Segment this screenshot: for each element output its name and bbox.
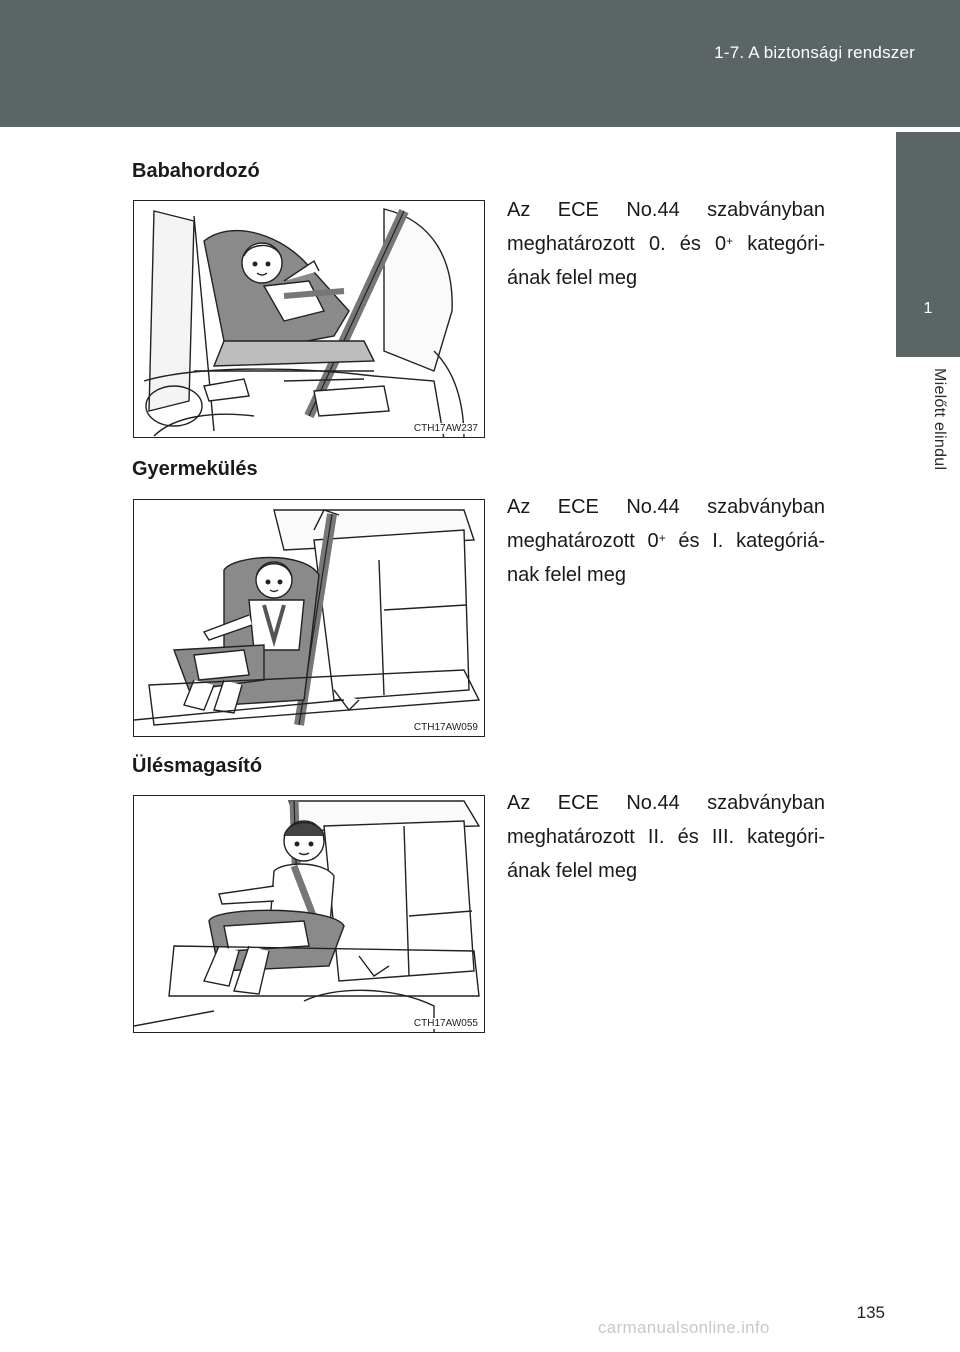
page-header: [0, 0, 960, 127]
side-tab-number: 1: [923, 300, 933, 317]
section-title-child-seat: Gyermekülés: [132, 458, 258, 480]
figure-code: CTH17AW059: [413, 722, 478, 733]
child-seat-illustration: [134, 500, 485, 737]
side-tab: [896, 132, 960, 357]
section-description-infant-carrier: Az ECE No.44 szabványban meghatározott 0. és 0+ kategóri- ának felel meg: [507, 199, 826, 289]
booster-seat-illustration: [134, 796, 485, 1033]
figure-code: CTH17AW237: [413, 423, 478, 434]
section-description-booster: Az ECE No.44 szabványban meghatározott II. és III. kategóri- ának felel meg: [507, 792, 825, 882]
page-number: 135: [856, 1303, 885, 1322]
section-title-infant-carrier: Babahordozó: [132, 160, 260, 182]
section-title-booster: Ülésmagasító: [132, 755, 263, 777]
chapter-title: 1-7. A biztonsági rendszer: [714, 43, 915, 62]
infant-carrier-illustration: [134, 201, 485, 438]
watermark: carmanualsonline.info: [598, 1318, 770, 1337]
figure-code: CTH17AW055: [413, 1018, 478, 1029]
figure-booster-seat: [133, 795, 485, 1033]
figure-child-seat: [133, 499, 485, 737]
figure-infant-carrier: [133, 200, 485, 438]
side-tab-label: Mielőtt elindul: [931, 368, 948, 471]
section-description-child-seat: Az ECE No.44 szabványban meghatározott 0+ és I. kategóriá- nak felel meg: [507, 496, 826, 586]
